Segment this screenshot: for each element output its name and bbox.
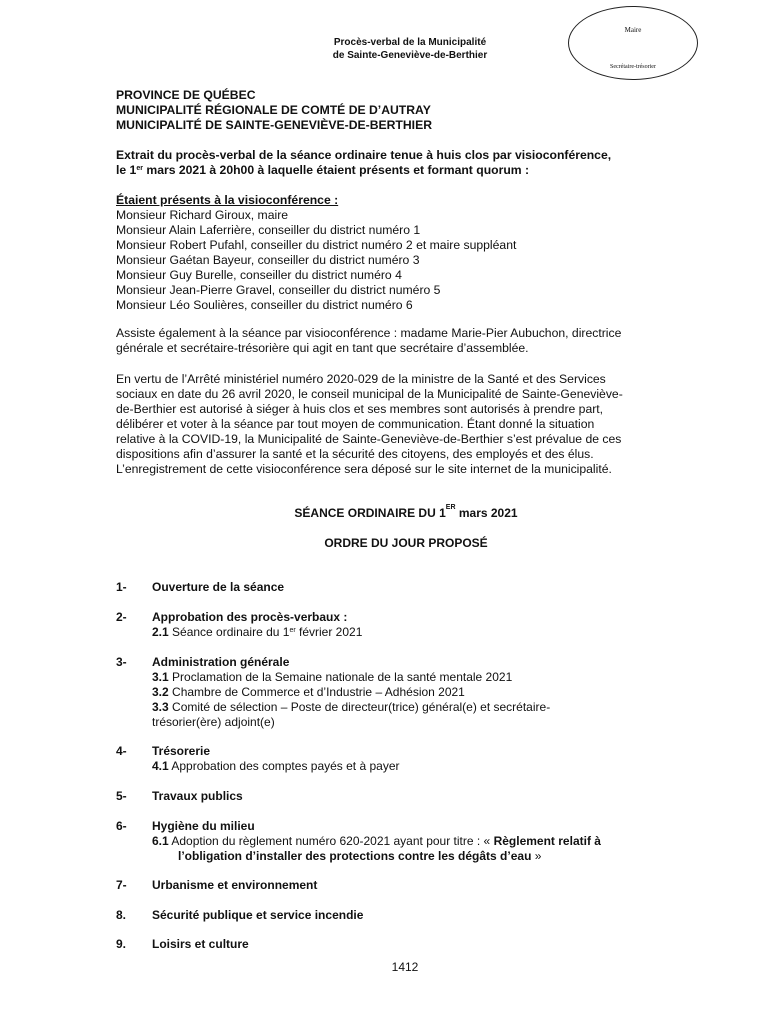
- arrete-line: de-Berthier est autorisé à siéger à huis clos et ses membres sont autorisés à prendre part,: [116, 402, 604, 416]
- agenda-sub-6-1: 6.1 Adoption du règlement numéro 620-2021 ayant pour titre : « Règlement relatif à: [152, 834, 601, 848]
- agenda-num-9: 9.: [116, 937, 127, 951]
- agenda-title-6: Hygiène du milieu: [152, 819, 255, 833]
- extract-line-2: le 1er mars 2021 à 20h00 à laquelle étaient présents et formant quorum :: [116, 163, 530, 177]
- agenda-item-4: [152, 744, 696, 774]
- agenda-sub-6-1-cont: l’obligation d’installer des protections contre les dégâts d’eau »: [178, 849, 542, 863]
- agenda-sub-3-1: 3.1 Proclamation de la Semaine nationale de la santé mentale 2021: [152, 670, 513, 684]
- agenda-num-2: 2-: [116, 610, 127, 624]
- agenda-title-9: Loisirs et culture: [152, 937, 249, 951]
- agenda-item-6: [152, 819, 696, 864]
- extract-paragraph: [116, 148, 696, 178]
- member-line: Monsieur Richard Giroux, maire: [116, 208, 289, 222]
- assiste-paragraph: [116, 326, 696, 356]
- agenda-num-1: 1-: [116, 580, 127, 594]
- agenda-sub-3-3: 3.3 Comité de sélection – Poste de directeur(trice) général(e) et secrétaire-: [152, 700, 551, 714]
- agenda-title-3: Administration générale: [152, 655, 290, 669]
- agenda-num-8: 8.: [116, 908, 127, 922]
- extract-line-1: Extrait du procès-verbal de la séance ordinaire tenue à huis clos par visioconférence,: [116, 148, 612, 162]
- assiste-line-2: générale et secrétaire-trésorière qui agit en tant que secrétaire d’assemblée.: [116, 341, 529, 355]
- agenda-sub-3-2: 3.2 Chambre de Commerce et d’Industrie – Adhésion 2021: [152, 685, 465, 699]
- page-number: 1412: [391, 960, 419, 974]
- title-province: PROVINCE DE QUÉBEC: [116, 88, 256, 102]
- arrete-line: En vertu de l’Arrêté ministériel numéro 2020-029 de la ministre de la Santé et des Services: [116, 372, 606, 386]
- agenda-sub-4-1: 4.1 Approbation des comptes payés et à payer: [152, 759, 400, 773]
- agenda-num-4: 4-: [116, 744, 127, 758]
- agenda-item-2: [152, 610, 696, 640]
- agenda-num-6: 6-: [116, 819, 127, 833]
- header-line-2: de Sainte-Geneviève-de-Berthier: [332, 50, 488, 61]
- stamp-maire: Maire: [624, 26, 642, 34]
- present-block: [116, 193, 696, 313]
- agenda-title-1: Ouverture de la séance: [152, 580, 285, 594]
- member-line: Monsieur Jean-Pierre Gravel, conseiller du district numéro 5: [116, 283, 441, 297]
- agenda-num-7: 7-: [116, 878, 127, 892]
- agenda-num-3: 3-: [116, 655, 127, 669]
- agenda-title-2: Approbation des procès-verbaux :: [152, 610, 348, 624]
- arrete-line: relative à la COVID-19, la Municipalité de Sainte-Geneviève-de-Berthier s’est prévalue de ces: [116, 432, 622, 446]
- header-line-1: Procès-verbal de la Municipalité: [333, 37, 487, 48]
- agenda-num-5: 5-: [116, 789, 127, 803]
- title-municipalite: MUNICIPALITÉ DE SAINTE-GENEVIÈVE-DE-BERTHIER: [116, 118, 432, 132]
- seance-heading: SÉANCE ORDINAIRE DU 1ER mars 2021: [294, 504, 518, 520]
- ordre-du-jour-heading: ORDRE DU JOUR PROPOSÉ: [324, 536, 488, 550]
- signature-stamp: [568, 6, 698, 80]
- member-line: Monsieur Guy Burelle, conseiller du district numéro 4: [116, 268, 402, 282]
- agenda-item-3: [152, 655, 696, 730]
- agenda-title-4: Trésorerie: [152, 744, 211, 758]
- assiste-line-1: Assiste également à la séance par visioconférence : madame Marie-Pier Aubuchon, directrice: [116, 326, 622, 340]
- arrete-line: L’enregistrement de cette visioconférence sera déposé sur le site internet de la municipalité.: [116, 462, 612, 476]
- agenda-sub-3-3-cont: trésorier(ère) adjoint(e): [152, 715, 275, 729]
- agenda-sub-2-1: 2.1 Séance ordinaire du 1er février 2021: [152, 625, 363, 639]
- agenda-title-7: Urbanisme et environnement: [152, 878, 318, 892]
- member-line: Monsieur Robert Pufahl, conseiller du district numéro 2 et maire suppléant: [116, 238, 517, 252]
- agenda-title-8: Sécurité publique et service incendie: [152, 908, 364, 922]
- stamp-secretaire: Secrétaire-trésorier: [610, 64, 656, 70]
- member-line: Monsieur Léo Soulières, conseiller du district numéro 6: [116, 298, 413, 312]
- arrete-line: sociaux en date du 26 avril 2020, le conseil municipal de la Municipalité de Sainte-Geneviève-: [116, 387, 623, 401]
- agenda-title-5: Travaux publics: [152, 789, 243, 803]
- arrete-line: délibérer et voter à la séance par tout moyen de communication. Étant donné la situation: [116, 417, 595, 431]
- arrete-paragraph: [116, 372, 696, 477]
- member-line: Monsieur Alain Laferrière, conseiller du district numéro 1: [116, 223, 421, 237]
- document-header: [260, 36, 560, 62]
- present-heading: Étaient présents à la visioconférence :: [116, 193, 339, 207]
- arrete-line: dispositions afin d’assurer la santé et la sécurité des citoyens, des employés et des élus.: [116, 447, 594, 461]
- title-mrc: MUNICIPALITÉ RÉGIONALE DE COMTÉ DE D’AUTRAY: [116, 103, 431, 117]
- member-line: Monsieur Gaétan Bayeur, conseiller du district numéro 3: [116, 253, 420, 267]
- title-block: [116, 88, 696, 133]
